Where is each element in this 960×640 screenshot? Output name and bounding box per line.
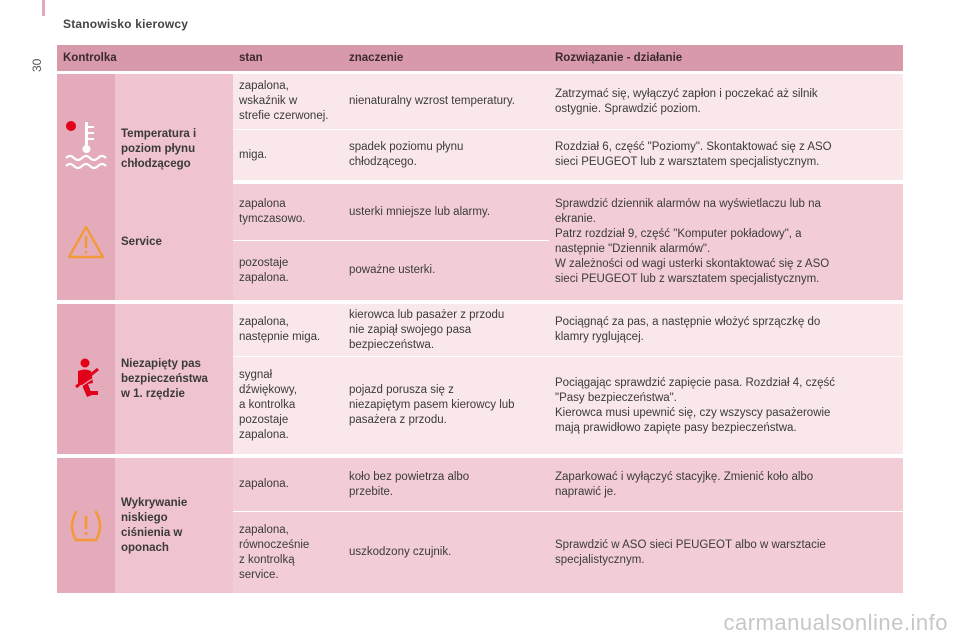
stan-service-1: zapalona tymczasowo.	[233, 184, 343, 240]
warning-triangle-icon-cell	[57, 184, 115, 300]
header-rozwiazanie: Rozwiązanie - działanie	[555, 52, 683, 64]
warning-triangle-icon	[66, 224, 106, 260]
seatbelt-icon	[66, 357, 106, 401]
stan-service-2: pozostaje zapalona.	[233, 241, 343, 300]
header-kontrolka: Kontrolka	[63, 52, 117, 64]
rozwiazanie-temperature-2: Rozdział 6, część "Poziomy". Skontaktować się z ASO sieci PEUGEOT lub z warsztatem specjalistycznym.	[549, 130, 903, 180]
rozwiazanie-seatbelt-1: Pociągnąć za pas, a następnie włożyć sprzączkę do klamry ryglującej.	[549, 304, 903, 356]
group-name-seatbelt: Niezapięty pas bezpieczeństwa w 1. rzędzie	[115, 304, 233, 454]
rozwiazanie-service: Sprawdzić dziennik alarmów na wyświetlaczu lub na ekranie. Patrz rozdział 9, część "Komputer pokładowy", a następnie "Dziennik alarmów". W zależności od wagi usterki skontaktować się z ASO sieci PEUGEOT lub z warsztatem specjalistycznym.	[549, 184, 903, 300]
header-stan: stan	[239, 52, 263, 64]
znaczenie-service-2: poważne usterki.	[343, 241, 549, 300]
stan-tire-2: zapalona, równocześnie z kontrolką service.	[233, 512, 343, 593]
tire-pressure-icon-cell	[57, 458, 115, 593]
group-name-service: Service	[115, 184, 233, 300]
watermark: carmanualsonline.info	[723, 610, 948, 635]
rozwiazanie-temperature-1: Zatrzymać się, wyłączyć zapłon i poczekać aż silnik ostygnie. Sprawdzić poziom.	[549, 74, 903, 129]
stan-temperature-2: miga.	[233, 130, 343, 180]
stan-seatbelt-1: zapalona, następnie miga.	[233, 304, 343, 356]
rozwiazanie-seatbelt-2: Pociągając sprawdzić zapięcie pasa. Rozdział 4, część "Pasy bezpieczeństwa". Kierowca musi upewnić się, czy wszyscy pasażerowie mają prawidłowo zapięte pasy bezpieczeństwa.	[549, 357, 903, 454]
coolant-temperature-icon	[62, 114, 110, 184]
stan-temperature-1: zapalona, wskaźnik w strefie czerwonej.	[233, 74, 343, 129]
znaczenie-temperature-2: spadek poziomu płynu chłodzącego.	[343, 130, 549, 180]
page-accent-bar	[42, 0, 45, 16]
group-name-temperature: Temperatura i poziom płynu chłodzącego	[115, 74, 233, 224]
group-name-tire-pressure: Wykrywanie niskiego ciśnienia w oponach	[115, 458, 233, 593]
header-znaczenie: znaczenie	[349, 52, 404, 64]
page-number: 30	[30, 58, 44, 72]
rozwiazanie-tire-1: Zaparkować i wyłączyć stacyjkę. Zmienić koło albo naprawić je.	[549, 458, 903, 511]
znaczenie-tire-1: koło bez powietrza albo przebite.	[343, 458, 549, 511]
znaczenie-tire-2: uszkodzony czujnik.	[343, 512, 549, 593]
seatbelt-icon-cell	[57, 304, 115, 454]
page-title: Stanowisko kierowcy	[63, 17, 189, 31]
znaczenie-service-1: usterki mniejsze lub alarmy.	[343, 184, 549, 240]
stan-tire-1: zapalona.	[233, 458, 343, 511]
rozwiazanie-tire-2: Sprawdzić w ASO sieci PEUGEOT albo w warsztacie specjalistycznym.	[549, 512, 903, 593]
znaczenie-seatbelt-2: pojazd porusza się z niezapiętym pasem kierowcy lub pasażera z przodu.	[343, 357, 549, 454]
znaczenie-seatbelt-1: kierowca lub pasażer z przodu nie zapiął swojego pasa bezpieczeństwa.	[343, 304, 549, 356]
tire-pressure-icon	[66, 508, 106, 544]
znaczenie-temperature-1: nienaturalny wzrost temperatury.	[343, 74, 549, 129]
stan-seatbelt-2: sygnał dźwiękowy, a kontrolka pozostaje zapalona.	[233, 357, 343, 454]
table-header	[57, 45, 903, 71]
